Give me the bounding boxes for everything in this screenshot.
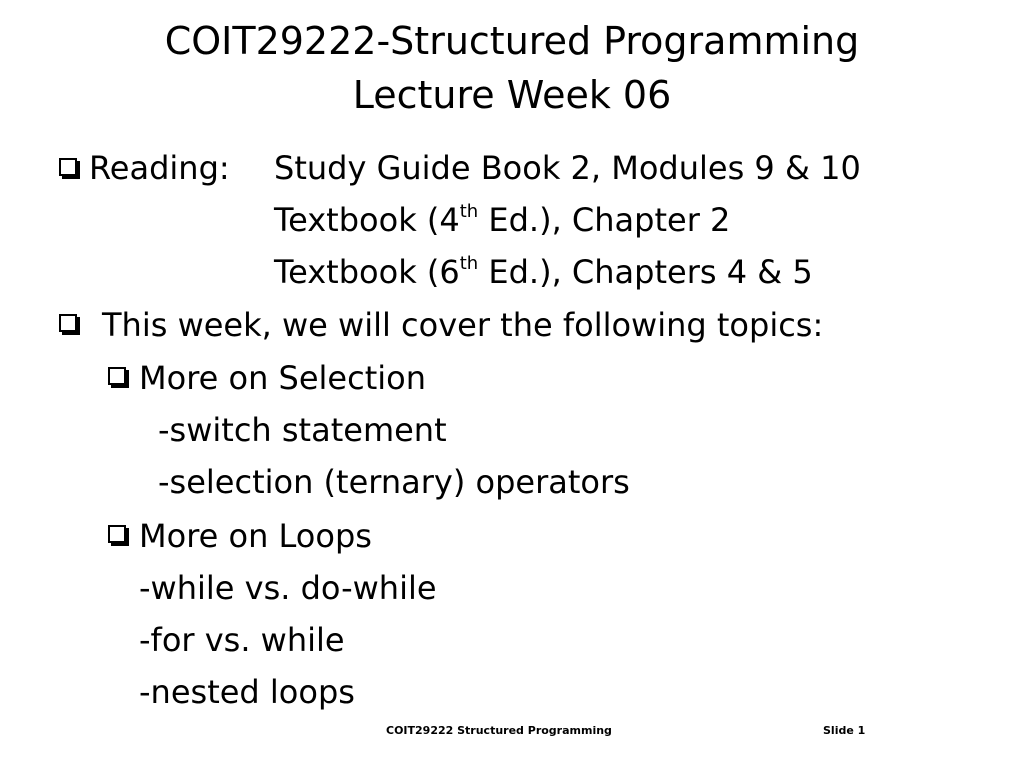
checkbox-bullet-icon (59, 314, 77, 332)
reading-item-textbook-6th: Textbook (6th Ed.), Chapters 4 & 5 (274, 253, 813, 291)
selection-heading: More on Selection (139, 359, 426, 397)
reading-label: Reading: (89, 149, 230, 187)
reading-item-study-guide: Study Guide Book 2, Modules 9 & 10 (274, 149, 861, 187)
footer-slide-number: Slide 1 (823, 724, 866, 737)
checkbox-bullet-icon (108, 367, 126, 385)
loops-item: -for vs. while (139, 621, 345, 659)
slide-title-line-1: COIT29222-Structured Programming (164, 19, 860, 63)
loops-item: -nested loops (139, 673, 355, 711)
footer-course: COIT29222 Structured Programming (386, 724, 612, 737)
reading-item-textbook-4th: Textbook (4th Ed.), Chapter 2 (274, 201, 731, 239)
slide-title-line-2: Lecture Week 06 (352, 73, 672, 117)
selection-item: -selection (ternary) operators (158, 463, 630, 501)
loops-heading: More on Loops (139, 517, 372, 555)
selection-item: -switch statement (158, 411, 447, 449)
checkbox-bullet-icon (59, 158, 77, 176)
topics-intro: This week, we will cover the following topics: (102, 306, 824, 344)
loops-item: -while vs. do-while (139, 569, 437, 607)
checkbox-bullet-icon (108, 525, 126, 543)
